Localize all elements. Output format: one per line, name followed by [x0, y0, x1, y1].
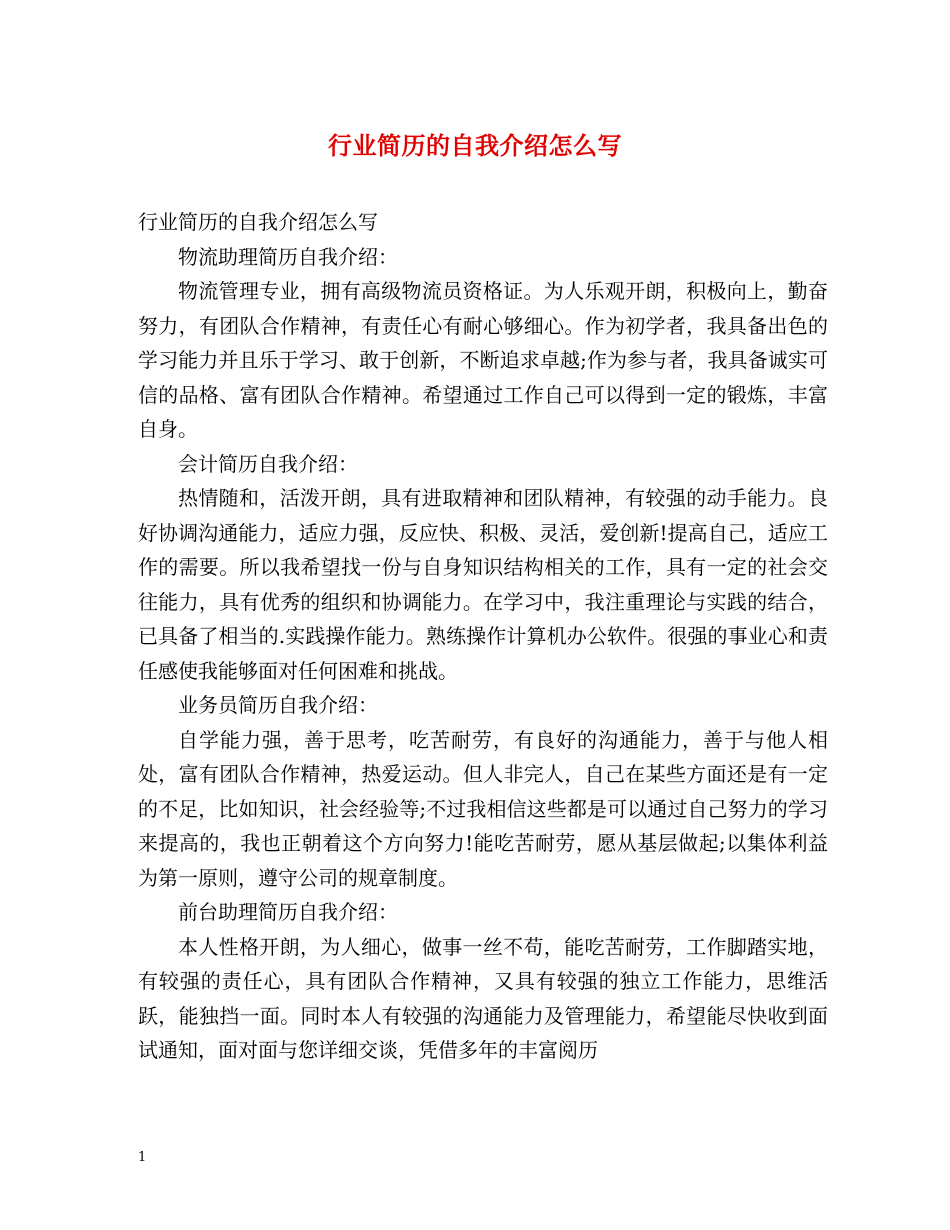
section-heading-sales: 业务员简历自我介绍：	[178, 693, 378, 717]
document-title: 行业简历的自我介绍怎么写	[328, 131, 622, 160]
section-heading-accounting: 会计简历自我介绍：	[178, 451, 358, 476]
paragraph-logistics: 物流管理专业，拥有高级物流员资格证。为人乐观开朗，积极向上，勤奋努力，有团队合作精神，有责任心有耐心够细心。作为初学者，我具备出色的学习能力并且乐于学习、敢于创新，不断追求卓越;作为参与者，我具备诚实可信的品格、富有团队合作精神。希望通过工作自己可以得到一定的锻炼，丰富自身。	[138, 279, 828, 441]
paragraph-heading: 行业简历的自我介绍怎么写	[138, 210, 378, 234]
section-heading-reception: 前台助理简历自我介绍：	[178, 900, 398, 924]
page-number: 1	[138, 1150, 147, 1165]
paragraph-accounting: 热情随和，活泼开朗，具有进取精神和团队精神，有较强的动手能力。良好协调沟通能力，适应力强，反应快、积极、灵活，爱创新!提高自己，适应工作的需要。所以我希望找一份与自身知识结构相关的工作，具有一定的社会交往能力，具有优秀的组织和协调能力。在学习中，我注重理论与实践的结合，已具备了相当的.实践操作能力。熟练操作计算机办公软件。很强的事业心和责任感使我能够面对任何困难和挑战。	[138, 486, 828, 683]
document-body	[138, 205, 828, 1068]
paragraph-reception: 本人性格开朗，为人细心，做事一丝不苟，能吃苦耐劳，工作脚踏实地，有较强的责任心，具有团队合作精神，又具有较强的独立工作能力，思维活跃，能独挡一面。同时本人有较强的沟通能力及管理能力，希望能尽快收到面试通知，面对面与您详细交谈，凭借多年的丰富阅历	[138, 934, 828, 1062]
paragraph-sales: 自学能力强，善于思考，吃苦耐劳，有良好的沟通能力，善于与他人相处，富有团队合作精神，热爱运动。但人非完人，自己在某些方面还是有一定的不足，比如知识，社会经验等;不过我相信这些都是可以通过自己努力的学习来提高的，我也正朝着这个方向努力!能吃苦耐劳，愿从基层做起;以集体利益为第一原则，遵守公司的规章制度。	[138, 727, 828, 890]
section-heading-logistics: 物流助理简历自我介绍：	[178, 244, 398, 269]
